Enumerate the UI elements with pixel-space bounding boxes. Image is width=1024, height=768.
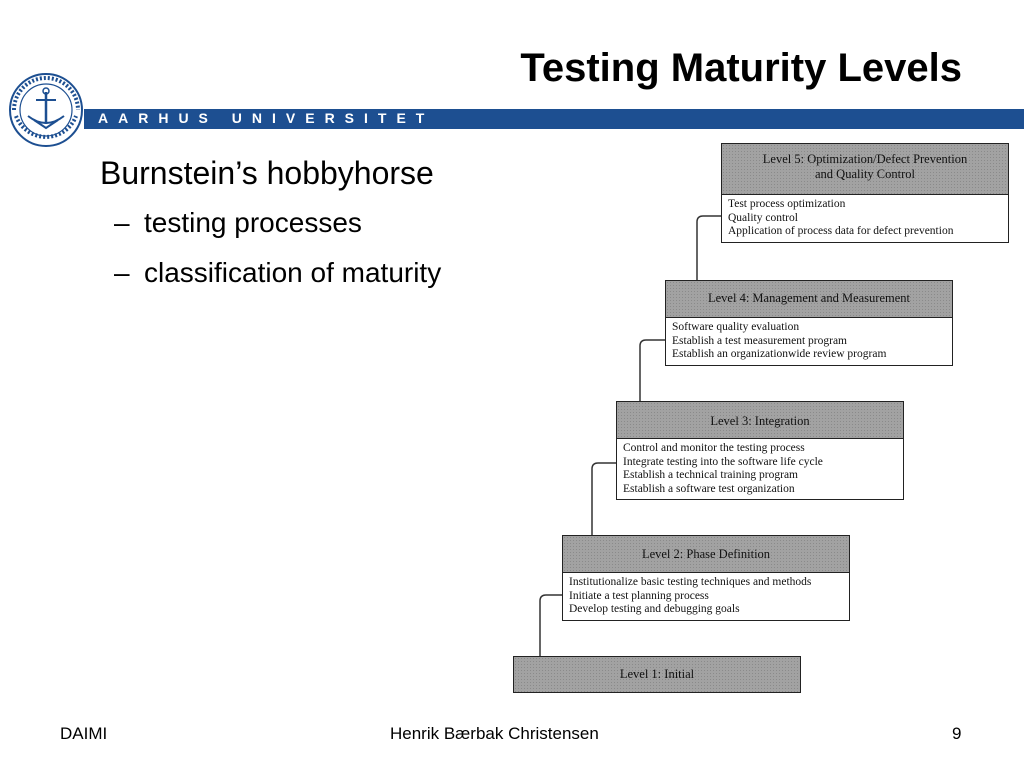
maturity-level-3-box <box>616 401 904 500</box>
level-item: Test process optimization <box>728 198 846 210</box>
sub-bullet-text: testing processes <box>144 207 362 238</box>
level-name: Optimization/Defect Prevention <box>807 152 968 166</box>
level-item: Quality control <box>728 211 798 224</box>
level-item: Establish an organizationwide review program <box>672 348 887 360</box>
maturity-level-2-box <box>562 535 850 621</box>
level-3-header <box>617 402 903 439</box>
level-name: Integration <box>754 414 810 428</box>
level-item: Application of process data for defect prevention <box>728 225 954 237</box>
level-item: Develop testing and debugging goals <box>569 603 740 615</box>
level-1-header <box>514 657 800 692</box>
level-name: Phase Definition <box>686 547 771 561</box>
level-number: Level 4: <box>707 291 750 305</box>
level-number: Level 1: <box>619 667 662 681</box>
level-number: Level 5: <box>762 152 805 166</box>
level-item: Software quality evaluation <box>672 321 800 333</box>
level-number: Level 2: <box>641 547 684 561</box>
level-item: Institutionalize basic testing techniques and methods <box>569 576 812 588</box>
level-item: Initiate a test planning process <box>569 589 709 602</box>
level-number: Level 3: <box>710 414 752 428</box>
university-name: AARHUS UNIVERSITET <box>98 110 435 126</box>
level-item: Establish a software test organization <box>623 482 795 495</box>
level-name: Management and Measurement <box>752 291 911 305</box>
level-item: Control and monitor the testing process <box>623 442 805 454</box>
level-item: Establish a technical training program <box>623 469 798 481</box>
footer-department: DAIMI <box>60 724 108 743</box>
sub-bullet-text: classification of maturity <box>144 257 442 288</box>
footer-author: Henrik Bærbak Christensen <box>390 724 599 743</box>
level-5-header <box>722 144 1008 195</box>
slide-title: Testing Maturity Levels <box>520 46 962 90</box>
maturity-level-1-box <box>513 656 801 693</box>
level-name: Initial <box>664 667 695 681</box>
level-2-header <box>563 536 849 573</box>
level-item: Establish a test measurement program <box>672 334 848 347</box>
level-name-line2: and Quality Control <box>815 167 915 181</box>
main-bullet: Burnstein’s hobbyhorse <box>100 155 434 191</box>
maturity-level-5-box <box>721 143 1009 243</box>
bullet-dash: – <box>114 257 130 288</box>
level-4-header <box>666 281 952 318</box>
level-item: Integrate testing into the software life cycle <box>623 455 823 468</box>
maturity-level-4-box <box>665 280 953 366</box>
page-number: 9 <box>952 724 962 743</box>
bullet-dash: – <box>114 207 130 238</box>
